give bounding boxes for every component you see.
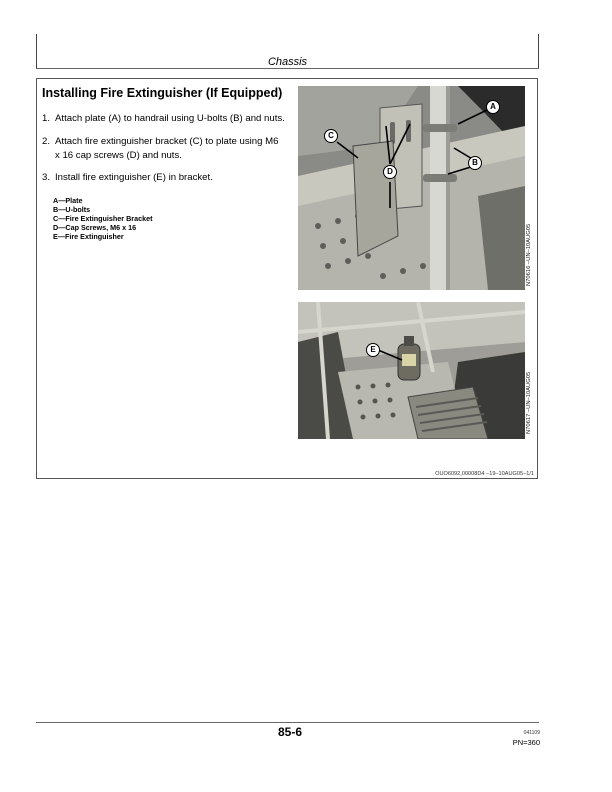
legend-item-b: B—U-bolts — [53, 205, 91, 214]
step-number: 3. — [42, 172, 51, 183]
step-number: 1. — [42, 113, 51, 124]
figure-1-arrows — [298, 86, 525, 290]
figure-1-id: N70616 –UN–10AUG05 — [526, 223, 532, 286]
step-1 — [42, 112, 292, 128]
callout-c: C — [324, 129, 338, 143]
procedure-title: Installing Fire Extinguisher (If Equipped) — [42, 86, 283, 100]
step-text: Attach fire extinguisher bracket (C) to plate using M6 x 16 cap screws (D) and nuts. — [55, 136, 279, 161]
step-text: Attach plate (A) to handrail using U-bolts (B) and nuts. — [55, 113, 285, 124]
document-code: OUO6092,00008D4 –19–10AUG05–1/1 — [435, 471, 534, 477]
legend-item-d: D—Cap Screws, M6 x 16 — [53, 223, 137, 232]
callout-b: B — [468, 156, 482, 170]
header-divider — [36, 68, 539, 69]
callout-a: A — [486, 100, 500, 114]
step-3 — [42, 171, 292, 187]
callout-d: D — [383, 165, 397, 179]
figure-2-id: N70617 –UN–10AUG05 — [526, 371, 532, 434]
legend-item-c: C—Fire Extinguisher Bracket — [53, 214, 153, 223]
callout-e: E — [366, 343, 380, 357]
legend-item-a: A—Plate — [53, 196, 83, 205]
figure-2-arrows — [298, 302, 525, 439]
step-2 — [42, 135, 292, 165]
step-number: 2. — [42, 136, 51, 147]
footer-divider — [36, 722, 539, 723]
section-title: Chassis — [267, 56, 308, 68]
step-text: Install fire extinguisher (E) in bracket. — [55, 172, 213, 183]
page-number: 85-6 — [277, 725, 303, 739]
footer-date-code: 041109 — [523, 730, 540, 736]
footer-pn: PN=360 — [512, 738, 540, 747]
legend-item-e: E—Fire Extinguisher — [53, 232, 124, 241]
